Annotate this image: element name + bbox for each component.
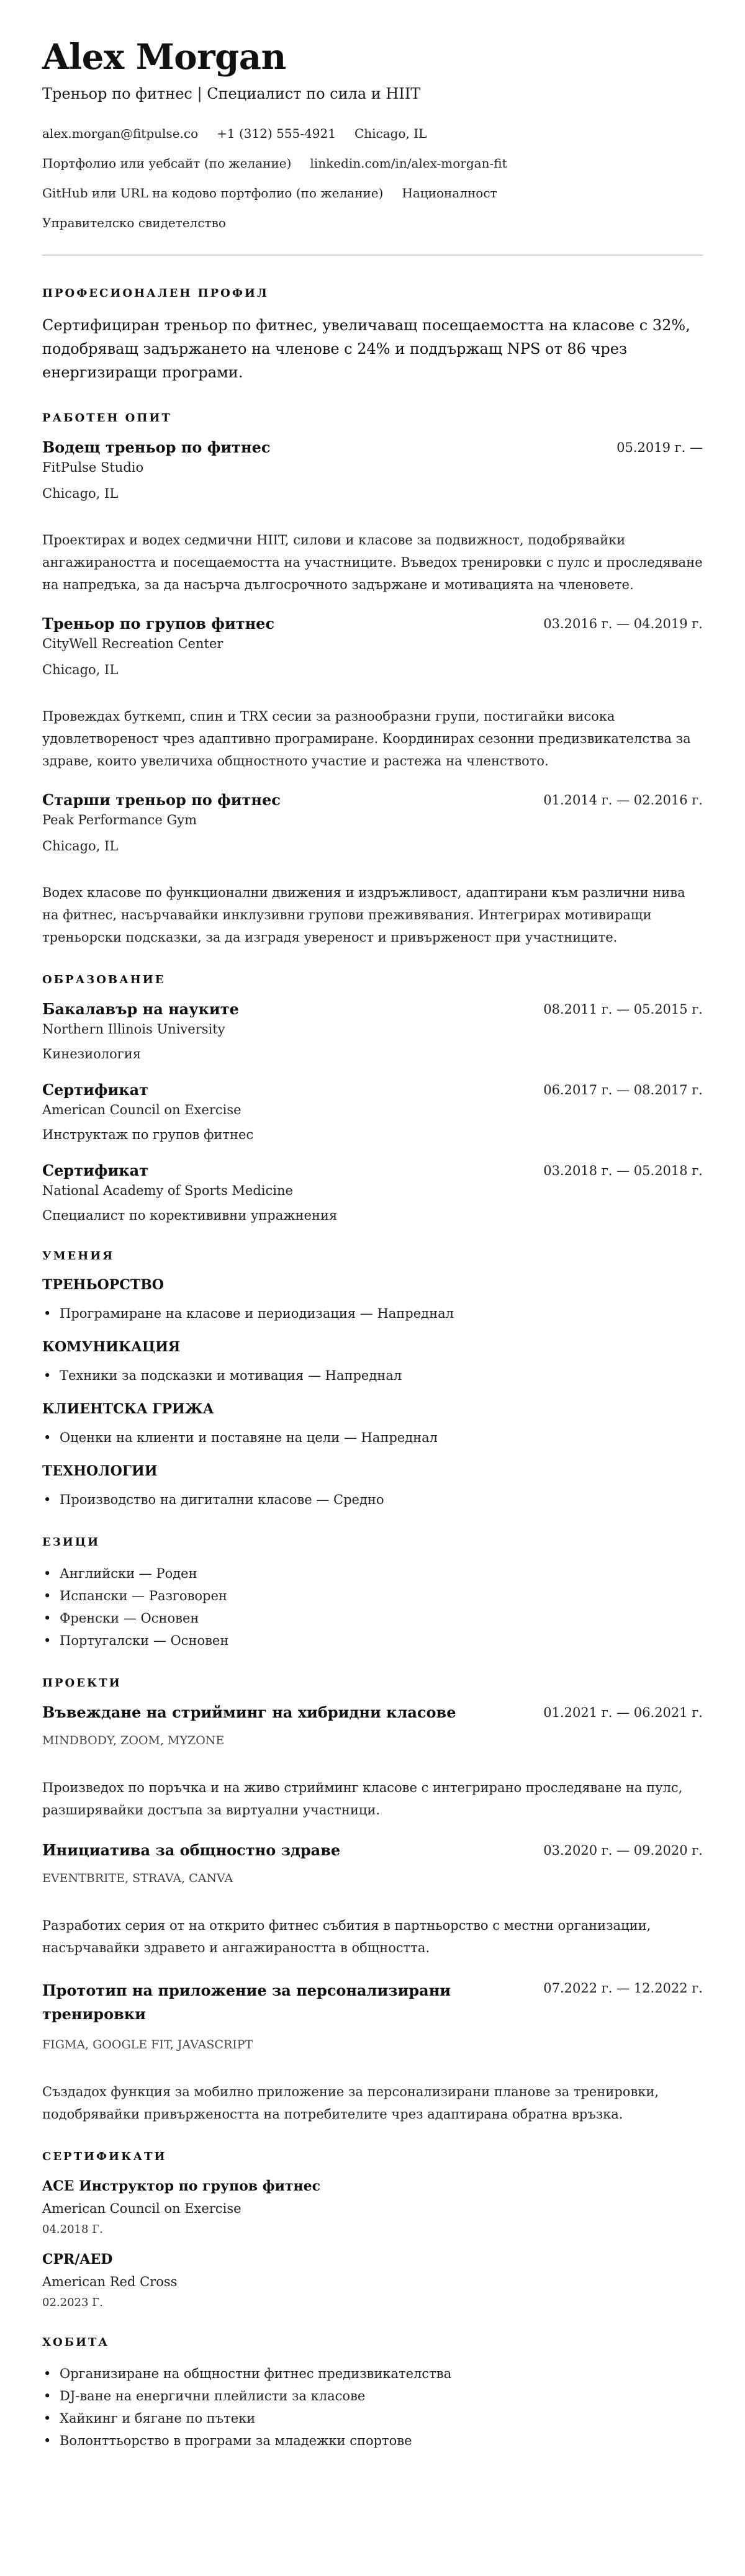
project-dates: 07.2022 г. — 12.2022 г. (543, 1981, 703, 1996)
field-of-study: Специалист по коректививни упражнения (42, 1208, 338, 1223)
drivers-license: Управителско свидетелство (42, 215, 226, 230)
certificate-date: 02.2023 Г. (42, 2296, 103, 2309)
skill-item: • Техники за подсказки и мотивация — Напреднал (60, 1364, 703, 1387)
experience-entry (42, 438, 703, 596)
certificate-name: ACE Инструктор по групов фитнес (42, 2178, 321, 2194)
project-description: Произведох по поръчка и на живо стрийминг класове с интегрирано проследяване на пулс, разширявайки достъпа за виртуални участници. (42, 1780, 683, 1817)
section-title: РАБОТЕН ОПИТ (42, 412, 172, 425)
section-title: ПРОЕКТИ (42, 1677, 122, 1690)
project-entry (42, 1979, 703, 2125)
certificate-entry (42, 2250, 703, 2311)
location: Chicago, IL (354, 126, 427, 141)
company: Peak Performance Gym (42, 813, 197, 827)
company: FitPulse Studio (42, 460, 144, 475)
certificate-date: 04.2018 Г. (42, 2223, 103, 2236)
skill-group-title: ТЕХНОЛОГИИ (42, 1463, 158, 1479)
hobby-item: • Организиране на общностни фитнес предизвикателства (60, 2362, 703, 2385)
section-title: УМЕНИЯ (42, 1250, 115, 1263)
job-title: Треньор по групов фитнес (42, 615, 275, 633)
section-title: ЕЗИЦИ (42, 1536, 101, 1549)
school: National Academy of Sports Medicine (42, 1183, 293, 1198)
project-tech-tags: FIGMA, GOOGLE FIT, JAVASCRIPT (42, 2038, 253, 2051)
project-dates: 03.2020 г. — 09.2020 г. (543, 1843, 703, 1858)
school: American Council on Exercise (42, 1102, 242, 1117)
project-title: Въвеждане на стрийминг на хибридни класове (42, 1703, 456, 1721)
section-title: СЕРТИФИКАТИ (42, 2150, 167, 2163)
job-dates: 01.2014 г. — 02.2016 г. (543, 793, 703, 808)
degree: Сертификат (42, 1161, 149, 1179)
header-divider (42, 254, 703, 256)
phone[interactable]: +1 (312) 555-4921 (217, 126, 336, 141)
skill-group-title: ТРЕНЬОРСТВО (42, 1277, 164, 1293)
skill-item: • Програмиране на класове и периодизация — Напреднал (60, 1302, 703, 1325)
experience-section (42, 412, 703, 948)
degree: Бакалавър на науките (42, 1000, 239, 1018)
github-link[interactable]: GitHub или URL на кодово портфолио (по желание) (42, 186, 384, 200)
job-description: Проектирах и водех седмични HIIT, силови и класове за подвижност, подобрявайки ангажираността и посещаемостта на участниците. Въведох тренировки с пулс и проследяване на напредъка, за да насърча дългосрочното задържане и мотивацията на членовете. (42, 533, 703, 592)
job-description: Водех класове по функционални движения и издръжливост, адаптирани към различни нива на фитнес, насърчавайки инклузивни групови преживявания. Интегрирах мотивиращи треньорски подсказки, за да изградя увереност и привърженост при участниците. (42, 885, 685, 945)
education-entry (42, 1081, 703, 1144)
skill-group (42, 1462, 703, 1511)
certificate-entry (42, 2177, 703, 2238)
skill-group (42, 1276, 703, 1325)
degree: Сертификат (42, 1081, 149, 1099)
project-entry (42, 1841, 703, 1959)
hobbies-section (42, 2336, 703, 2452)
skill-group-title: КЛИЕНТСКА ГРИЖА (42, 1401, 214, 1417)
experience-entry (42, 791, 703, 948)
job-title: Старши треньор по фитнес (42, 791, 281, 809)
summary-text: Сертифициран треньор по фитнес, увеличаващ посещаемостта на класове с 32%, подобряващ задържането на членове с 24% и поддържащ NPS от 86 чрез енергизиращи програми. (42, 317, 690, 381)
project-tech-tags: EVENTBRITE, STRAVA, CANVA (42, 1871, 233, 1885)
experience-entry (42, 615, 703, 772)
certificate-issuer: American Red Cross (42, 2274, 178, 2289)
project-title: Инициатива за общностно здраве (42, 1841, 341, 1859)
email[interactable]: alex.morgan@fitpulse.co (42, 126, 199, 141)
language-item: • Френски — Основен (60, 1607, 703, 1629)
job-dates: 05.2019 г. — (616, 440, 703, 455)
contact-line (42, 185, 703, 201)
project-description: Разработих серия от на открито фитнес събития в партньорство с местни организации, насърчавайки здравето и ангажираността в общността. (42, 1918, 651, 1955)
certificate-issuer: American Council on Exercise (42, 2201, 242, 2216)
linkedin-link[interactable]: linkedin.com/in/alex-morgan-fit (310, 156, 507, 171)
field-of-study: Инструктаж по групов фитнес (42, 1127, 254, 1142)
education-entry (42, 1000, 703, 1063)
contact-line (42, 125, 703, 142)
language-item: • Испански — Разговорен (60, 1585, 703, 1607)
job-location: Chicago, IL (42, 839, 119, 853)
language-item: • Английски — Роден (60, 1562, 703, 1585)
project-dates: 01.2021 г. — 06.2021 г. (543, 1705, 703, 1720)
candidate-name: Alex Morgan (42, 37, 286, 78)
project-title: Прототип на приложение за персонализирани тренировки (42, 1981, 451, 2023)
section-title: ПРОФЕСИОНАЛЕН ПРОФИЛ (42, 287, 269, 300)
job-title: Водещ треньор по фитнес (42, 438, 271, 456)
school: Northern Illinois University (42, 1022, 225, 1037)
language-item: • Португалски — Основен (60, 1629, 703, 1652)
company: CityWell Recreation Center (42, 636, 224, 651)
certificate-name: CPR/AED (42, 2251, 113, 2268)
job-location: Chicago, IL (42, 662, 119, 677)
skill-group (42, 1400, 703, 1449)
portfolio-link[interactable]: Портфолио или уебсайт (по желание) (42, 156, 292, 171)
skill-group-title: КОМУНИКАЦИЯ (42, 1339, 181, 1355)
skill-item: • Производство на дигитални класове — Средно (60, 1488, 703, 1511)
job-description: Провеждах буткемп, спин и TRX сесии за разнообразни групи, постигайки висока удовлетвореност чрез адаптивно програмиране. Координирах сезонни предизвикателства за здраве, които увеличиха общностното участие и растежа на членството. (42, 709, 691, 768)
job-dates: 03.2016 г. — 04.2019 г. (543, 616, 703, 631)
section-title: ОБРАЗОВАНИЕ (42, 973, 166, 986)
skill-item: • Оценки на клиенти и поставяне на цели — Напреднал (60, 1426, 703, 1449)
hobby-item: • DJ-ване на енергични плейлисти за класове (60, 2385, 703, 2407)
education-section (42, 973, 703, 1225)
project-description: Създадох функция за мобилно приложение за персонализирани планове за тренировки, подобрявайки привържеността на потребителите чрез адаптирана обратна връзка. (42, 2084, 659, 2122)
education-dates: 03.2018 г. — 05.2018 г. (543, 1163, 703, 1178)
field-of-study: Кинезиология (42, 1047, 141, 1061)
project-tech-tags: MINDBODY, ZOOM, MYZONE (42, 1734, 225, 1747)
project-entry (42, 1703, 703, 1821)
education-entry (42, 1161, 703, 1225)
certificates-section (42, 2150, 703, 2311)
summary-section (42, 287, 703, 384)
hobby-item: • Хайкинг и бягане по пътеки (60, 2407, 703, 2430)
skills-section (42, 1250, 703, 1511)
languages-section (42, 1536, 703, 1652)
nationality: Националност (402, 186, 497, 200)
skill-group (42, 1338, 703, 1387)
hobby-item: • Волонттьорство в програми за младежки спортове (60, 2430, 703, 2452)
headline: Треньор по фитнес | Специалист по сила и HIIT (42, 85, 421, 102)
education-dates: 06.2017 г. — 08.2017 г. (543, 1083, 703, 1097)
resume-header (42, 35, 703, 231)
section-title: ХОБИТА (42, 2336, 110, 2349)
contact-line (42, 155, 703, 171)
contact-line (42, 215, 703, 231)
education-dates: 08.2011 г. — 05.2015 г. (543, 1002, 703, 1017)
projects-section (42, 1677, 703, 2125)
job-location: Chicago, IL (42, 486, 119, 501)
